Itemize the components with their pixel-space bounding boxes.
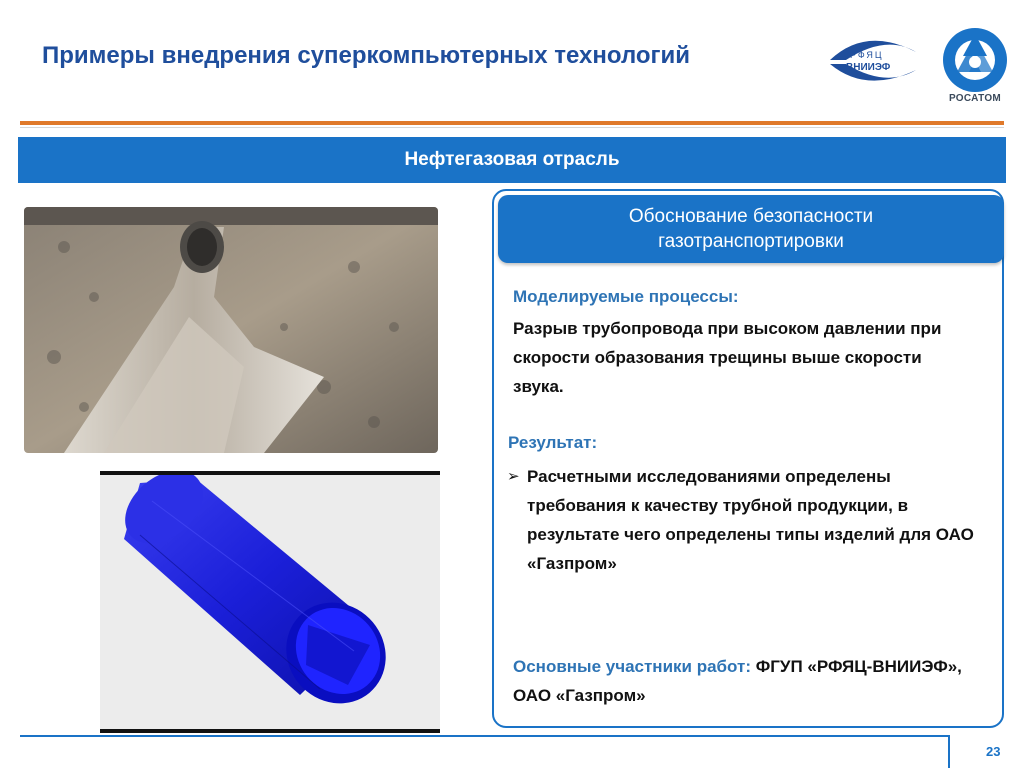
- orange-divider: [20, 121, 1004, 125]
- modeled-processes-text: Разрыв трубопровода при высоком давлении при скорости образования трещины выше скорости звука.: [513, 319, 942, 396]
- gray-divider: [20, 127, 1004, 128]
- result-label: Результат:: [508, 433, 598, 452]
- ruptured-pipeline-photo: [24, 207, 438, 453]
- section-bar: [18, 137, 1006, 183]
- rfyac-vniief-logo: [826, 30, 920, 90]
- card-header: [498, 195, 1004, 263]
- page-number: 23: [986, 744, 1001, 759]
- participants: [513, 652, 999, 710]
- card-header-line1: Обоснование безопасности: [628, 206, 874, 227]
- slide-title: Примеры внедрения суперкомпьютерных технологий: [42, 42, 691, 69]
- card-header-line2: газотранспортировки: [658, 231, 844, 252]
- simulation-render: [100, 471, 440, 733]
- result-text: Расчетными исследованиями определены требования к качеству трубной продукции, в результате чего определены типы изделий для ОАО «Газпром»: [527, 467, 974, 573]
- info-card: [492, 189, 1004, 728]
- participants-text: ФГУП «РФЯЦ-ВНИИЭФ», ОАО «Газпром»: [513, 657, 962, 705]
- arrow-bullet-icon: ➢: [507, 468, 520, 485]
- modeled-processes-label: Моделируемые процессы:: [513, 287, 739, 306]
- pipe-simulation-render-icon: [100, 475, 440, 729]
- footer-vertical-divider: [948, 735, 950, 768]
- rfyac-logo-text: РФЯЦ: [850, 50, 884, 60]
- vniief-logo-text: ВНИИЭФ: [846, 62, 891, 73]
- result-bullet-item: [507, 462, 977, 578]
- participants-label: Основные участники работ:: [513, 657, 751, 676]
- rosatom-label: РОСАТОМ: [948, 93, 1002, 104]
- section-title: Нефтегазовая отрасль: [404, 149, 620, 170]
- footer-divider: [20, 735, 948, 737]
